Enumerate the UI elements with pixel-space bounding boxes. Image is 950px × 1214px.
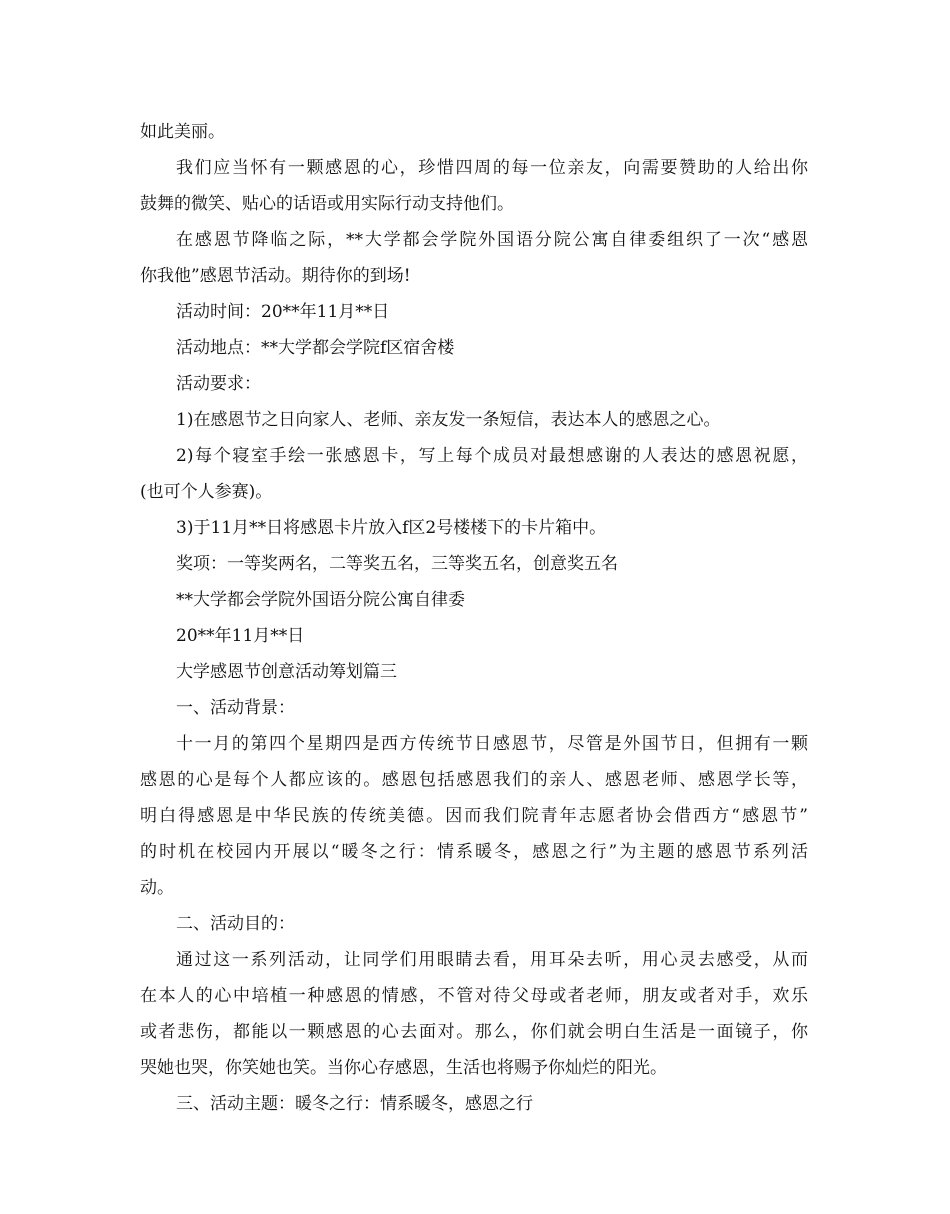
paragraph-line: (也可个人参赛)。 [140,482,273,502]
requirement-item: 1)在感恩节之日向家人、老师、亲友发一条短信，表达本人的感恩之心。 [176,410,721,430]
section-heading: 一、活动背景： [176,698,295,718]
requirement-item: 2)每个寝室手绘一张感恩卡，写上每个成员对最想感谢的人表达的感恩祝愿， [176,446,808,466]
activity-time: 活动时间：20**年11月**日 [176,302,390,322]
section-title: 大学感恩节创意活动筹划篇三 [176,662,397,682]
signature-date: 20**年11月**日 [176,626,305,646]
paragraph-line: 通过这一系列活动，让同学们用眼睛去看，用耳朵去听，用心灵去感受，从而 [176,950,808,970]
paragraph-line: 动。 [140,878,174,898]
paragraph-line: 或者悲伤，都能以一颗感恩的心去面对。那么，你们就会明白生活是一面镜子，你 [140,1022,808,1042]
paragraph-line: 哭她也哭，你笑她也笑。当你心存感恩，生活也将赐予你灿烂的阳光。 [140,1058,667,1078]
paragraph-line: 你我他”感恩节活动。期待你的到场! [140,266,411,286]
paragraph-line: 感恩的心是每个人都应该的。感恩包括感恩我们的亲人、感恩老师、感恩学长等， [140,770,808,790]
paragraph-line: 鼓舞的微笑、贴心的话语或用实际行动支持他们。 [140,194,514,214]
paragraph-line: 在感恩节降临之际，**大学都会学院外国语分院公寓自律委组织了一次“感恩 [176,230,808,250]
paragraph-line: 我们应当怀有一颗感恩的心，珍惜四周的每一位亲友，向需要赞助的人给出你 [176,158,808,178]
requirement-item: 3)于11月**日将感恩卡片放入f区2号楼楼下的卡片箱中。 [176,518,607,538]
section-heading: 三、活动主题：暖冬之行：情系暖冬，感恩之行 [176,1094,533,1114]
organizer-signature: **大学都会学院外国语分院公寓自律委 [176,590,465,610]
activity-requirements-heading: 活动要求： [176,374,261,394]
paragraph-line: 十一月的第四个星期四是西方传统节日感恩节，尽管是外国节日，但拥有一颗 [176,734,808,754]
section-heading: 二、活动目的： [176,914,295,934]
paragraph-line: 明白得感恩是中华民族的传统美德。因而我们院青年志愿者协会借西方“感恩节” [140,806,808,826]
activity-location: 活动地点：**大学都会学院f区宿舍楼 [176,338,455,358]
paragraph-line: 的时机在校园内开展以“暖冬之行：情系暖冬，感恩之行”为主题的感恩节系列活 [140,842,808,862]
paragraph-line: 在本人的心中培植一种感恩的情感，不管对待父母或者老师，朋友或者对手，欢乐 [140,986,808,1006]
awards-line: 奖项：一等奖两名，二等奖五名，三等奖五名，创意奖五名 [176,554,618,574]
paragraph-line: 如此美丽。 [140,122,225,142]
